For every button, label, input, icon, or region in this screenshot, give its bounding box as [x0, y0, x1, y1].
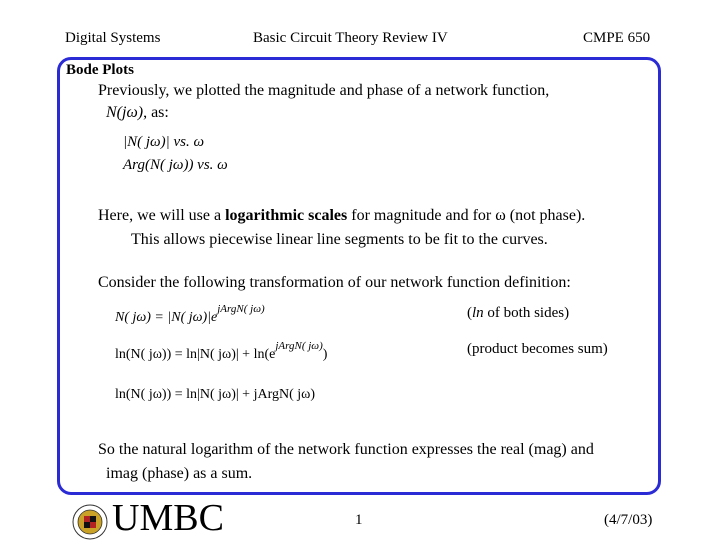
list-item-magnitude: |N( jω)| vs. ω	[123, 134, 205, 150]
page-number: 1	[355, 512, 363, 528]
equation-2-main: ln(N( jω)) = ln|N( jω)| + ln(e	[115, 347, 276, 362]
equation-2-note: (product becomes sum)	[467, 341, 608, 357]
paragraph-scales-prefix: Here, we will use a	[98, 207, 226, 224]
header-course: CMPE 650	[583, 30, 651, 46]
umbc-seal-icon	[72, 504, 108, 540]
list-item-phase: Arg(N( jω)) vs. ω	[123, 157, 228, 173]
equation-1-note-rest: of both sides)	[483, 305, 570, 321]
conclusion-line-2: imag (phase) as a sum.	[106, 465, 253, 482]
equation-2-close: )	[322, 347, 328, 362]
equation-1-exponent: jArgN( jω)	[217, 303, 265, 315]
paragraph-scales-line-2: This allows piecewise linear line segments to be fit to the curves.	[131, 231, 548, 248]
equation-1-main: N( jω) = |N( jω)|e	[115, 310, 218, 325]
slide-title: Bode Plots	[66, 62, 134, 78]
intro-function: N(jω)	[106, 104, 144, 121]
paragraph-transformation: Consider the following transformation of our network function definition:	[98, 274, 571, 291]
header-left: Digital Systems	[65, 30, 161, 46]
intro-suffix: , as:	[143, 104, 169, 121]
equation-1-note-ln: ln	[472, 305, 484, 321]
paragraph-scales-suffix: for magnitude and for ω (not phase).	[347, 207, 586, 224]
equation-2-exponent: jArgN( jω)	[275, 340, 323, 352]
conclusion-line-1: So the natural logarithm of the network function expresses the real (mag) and	[98, 441, 594, 458]
paragraph-scales	[98, 207, 585, 225]
equation-3: ln(N( jω)) = ln|N( jω)| + jArgN( jω)	[115, 387, 316, 402]
footer-date: (4/7/03)	[604, 512, 653, 528]
equation-1-note-open: (	[467, 305, 472, 321]
umbc-logo-text: UMBC	[112, 497, 224, 539]
equation-1-note	[467, 305, 569, 322]
intro-line-2	[106, 104, 169, 122]
header-title: Basic Circuit Theory Review IV	[253, 30, 448, 46]
intro-line-1: Previously, we plotted the magnitude and phase of a network function,	[98, 82, 550, 99]
paragraph-scales-bold: logarithmic scales	[225, 207, 348, 224]
